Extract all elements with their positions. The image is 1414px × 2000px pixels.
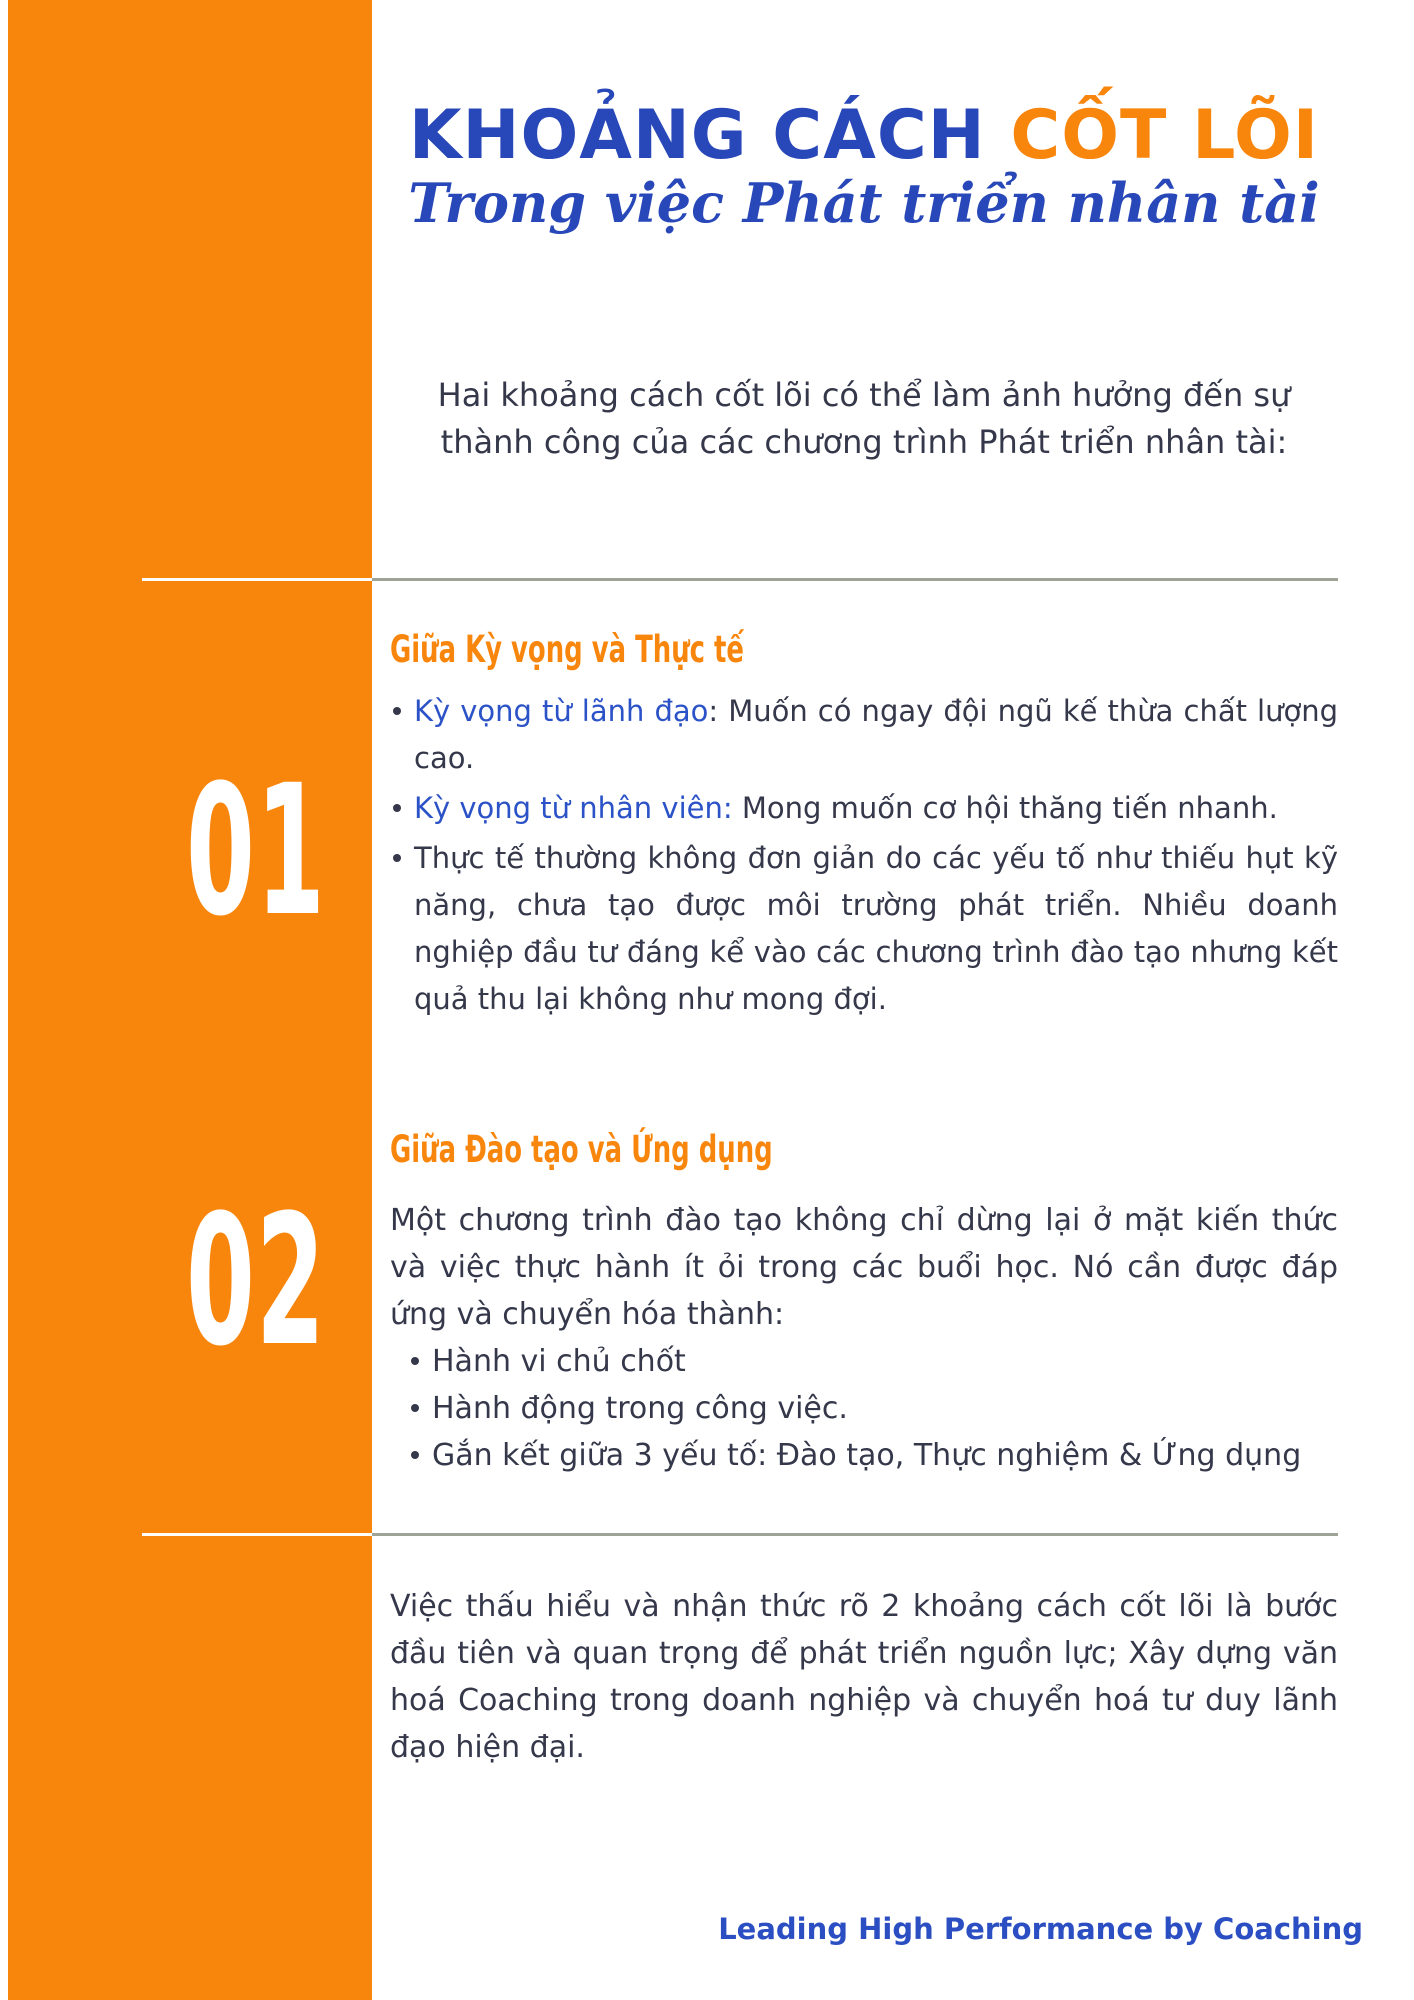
left-accent-bar	[8, 0, 372, 2000]
page-title	[390, 96, 1338, 175]
page-subtitle: Trong việc Phát triển nhân tài	[408, 171, 1320, 235]
section-02-number: 02	[186, 1177, 326, 1386]
bullet-lead-text: Kỳ vọng từ nhân viên:	[414, 791, 733, 825]
section-02-paragraph: Một chương trình đào tạo không chỉ dừng lại ở mặt kiến thức và việc thực hành ít ỏi trong các buổi học. Nó cần được đáp ứng và chuyển hóa thành:	[390, 1203, 1338, 1332]
section-01-bullet-list	[390, 688, 1338, 1026]
section-01-heading: Giữa Kỳ vọng và Thực tế	[390, 628, 744, 671]
bullet-item	[390, 785, 1338, 832]
bullet-item	[390, 688, 1338, 782]
section-02-bullet-list	[408, 1338, 1338, 1479]
section-02-heading: Giữa Đào tạo và Ứng dụng	[390, 1128, 773, 1171]
bullet-item: Hành vi chủ chốt	[408, 1338, 1338, 1385]
title-part-blue: KHOẢNG CÁCH	[408, 96, 1011, 175]
title-part-orange: CỐT LÕI	[1010, 96, 1320, 175]
section-divider-1	[142, 578, 1338, 581]
bullet-lead-text: Kỳ vọng từ lãnh đạo	[414, 694, 709, 728]
footer-tagline: Leading High Performance by Coaching	[718, 1912, 1363, 1946]
bullet-item: Hành động trong công việc.	[408, 1385, 1338, 1432]
bullet-item	[390, 835, 1338, 1023]
section-01-number: 01	[186, 747, 326, 956]
bullet-rest-text: Mong muốn cơ hội thăng tiến nhanh.	[732, 791, 1278, 825]
intro-paragraph: Hai khoảng cách cốt lõi có thể làm ảnh hưởng đến sự thành công của các chương trình Phát triển nhân tài:	[437, 376, 1291, 461]
section-divider-2	[142, 1533, 1338, 1536]
bullet-rest-text: Thực tế thường không đơn giản do các yếu tố như thiếu hụt kỹ năng, chưa tạo được môi trường phát triển. Nhiều doanh nghiệp đầu tư đáng kể vào các chương trình đào tạo nhưng kết quả thu lại không như mong đợi.	[414, 841, 1338, 1016]
closing-paragraph: Việc thấu hiểu và nhận thức rõ 2 khoảng cách cốt lõi là bước đầu tiên và quan trọng để phát triển nguồn lực; Xây dựng văn hoá Coaching trong doanh nghiệp và chuyển hoá tư duy lãnh đạo hiện đại.	[390, 1589, 1338, 1765]
bullet-item: Gắn kết giữa 3 yếu tố: Đào tạo, Thực nghiệm & Ứng dụng	[408, 1432, 1338, 1479]
bullet-rest-text: : Muốn có ngay đội ngũ kế thừa chất lượng cao.	[414, 694, 1338, 775]
